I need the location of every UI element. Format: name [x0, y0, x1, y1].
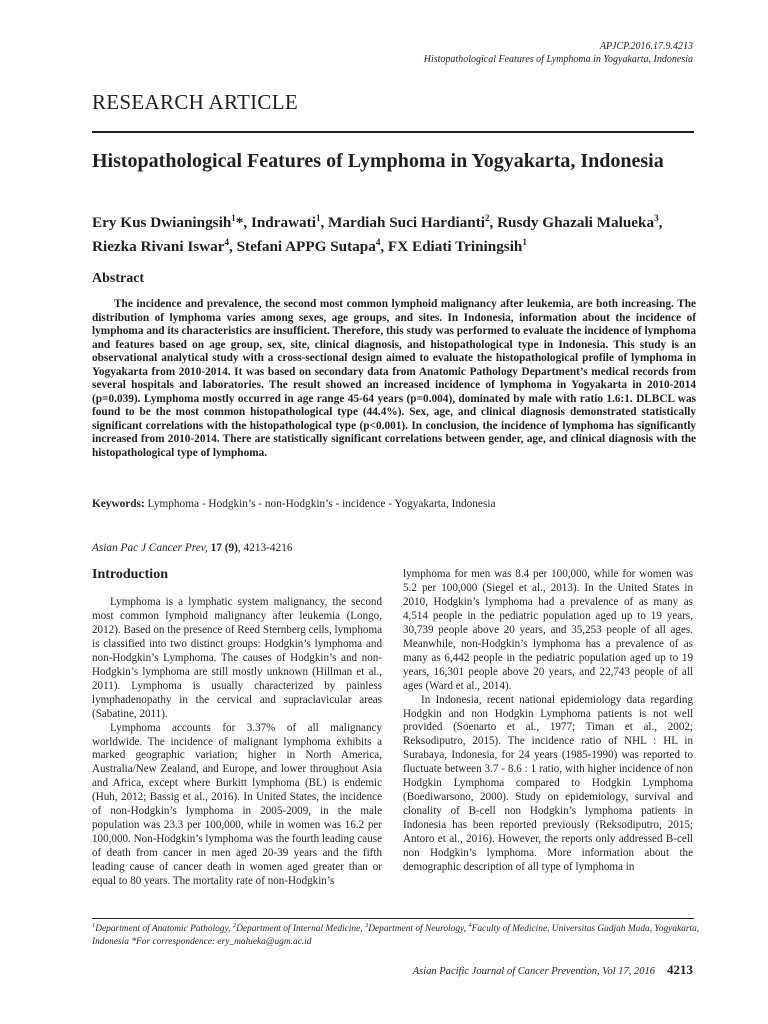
header-divider [92, 131, 694, 133]
author-name: Riezka Rivani Iswar [92, 238, 225, 255]
body-paragraph: Lymphoma accounts for 3.37% of all malignancy worldwide. The incidence of malignant lymphoma exhibits a marked geographic variation; higher in North America, Australia/New Zealand, and Europe, and lower throughout Asia and Africa, except where Burkitt lymphoma (BL) is endemic (Huh, 2012; Bassig et al., 2016). In United States, the incidence of non-Hodgkin’s lymphoma in 2005-2009, in the male population was 23.3 per 100,000, while in women was 16.2 per 100,000. Non-Hodgkin’s lymphoma was the fourth leading cause of death from cancer in men aged 20-39 years and the fifth leading cause of cancer death in women aged greater than or equal to 80 years. The mortality rate of non-Hodgkin’s [92, 721, 382, 888]
body-paragraph: In Indonesia, recent national epidemiology data regarding Hodgkin and non Hodgkin Lymphoma patients is not well provided (Soenarto et al., 1977; Timan et al., 2002; Reksodiputro, 2015). The incidence ratio of NHL : HL in Surabaya, Indonesia, for 24 years (1985-1990) was reported to fluctuate between 3.7 - 8.6 : 1 ratio, with higher incidence of non Hodgkin Lymphoma compared to Hodgkin Lymphoma (Boediwarsono, 2000). Study on epidemiology, survival and clonality of B-cell non Hodgkin’s lymphoma patients in Indonesia has been reported previously (Reksodiputro, 2015; Antoro et al., 2016). However, the reports only addressed B-cell non Hodgkin’s lymphoma. More information about the demographic description of all type of lymphoma in [403, 693, 693, 874]
author-affiliation-mark: 1 [315, 213, 321, 223]
paper-title: Histopathological Features of Lymphoma in Yogyakarta, Indonesia [92, 150, 664, 172]
article-type: RESEARCH ARTICLE [92, 90, 298, 114]
corresponding-mark: * [235, 214, 244, 231]
page-footer [413, 962, 693, 978]
author-name: Rusdy Ghazali Malueka [497, 214, 655, 231]
author-name: Stefani APPG Sutapa [236, 238, 376, 255]
running-header-title: Histopathological Features of Lymphoma in Yogyakarta, Indonesia [423, 54, 693, 65]
author-name: FX Ediati Triningsih [387, 238, 523, 255]
correspondence-email: *For correspondence: ery_malueka@ugm.ac.id [131, 937, 312, 947]
journal-volume: 17 (9) [207, 542, 238, 554]
journal-citation [92, 542, 293, 554]
author-separator: , [489, 214, 498, 231]
author-affiliation-mark: 4 [375, 237, 381, 247]
footnote-divider [92, 918, 694, 919]
author-separator: , [228, 238, 237, 255]
journal-name: Asian Pac J Cancer Prev, [92, 542, 208, 554]
author-affiliation-mark: 1 [522, 237, 527, 247]
author-name: Indrawati [250, 214, 316, 231]
affiliations-footnote [92, 923, 702, 949]
author-separator: , [658, 214, 663, 231]
author-name: Ery Kus Dwianingsih [92, 214, 232, 231]
author-separator: , [380, 238, 388, 255]
left-column [92, 596, 382, 889]
author-affiliation-mark: 1 [231, 213, 236, 223]
right-column [403, 568, 693, 875]
introduction-heading: Introduction [92, 567, 168, 582]
running-header-citation: APJCP.2016.17.9.4213 [599, 41, 693, 52]
affiliation-number: 4 [468, 922, 472, 929]
keywords-text: Lymphoma - Hodgkin’s - non-Hodgkin’s - incidence - Yogyakarta, Indonesia [144, 498, 496, 510]
affiliation-text: Faculty of Medicine, Universitas Gadjah Mada, Yogyakarta, Indonesia [92, 924, 700, 947]
abstract-text: The incidence and prevalence, the second most common lymphoid malignancy after leukemia, are both increasing. The distribution of lymphoma varies among sexes, age groups, and sites. In Indonesia, information about the incidence of lymphoma and its characteristics are insufficient. Therefore, this study was performed to evaluate the incidence of lymphoma and features based on age group, sex, site, clinical diagnosis, and histopathological type in Indonesia. This study is an observational analytical study with a cross-sectional design aimed to evaluate the histopathological profile of lymphoma in Yogyakarta from 2010-2014. It was based on secondary data from Anatomic Pathology Department’s medical records from several hospitals and laboratories. The result showed an increased incidence of lymphoma in Yogyakarta in 2010-2014 (p=0.039). Lymphoma mostly occurred in age range 45-64 years (p=0.004), dominated by male with ratio 1.6:1. DLBCL was found to be the most common histopathological type (44.4%). Sex, age, and clinical diagnosis demonstrated statistically significant correlations with the histopathological type (p<0.001). In conclusion, the incidence of lymphoma has significantly increased from 2010-2014. There are statistically significant correlations between gender, age, and clinical diagnosis with the histopathological type of lymphoma. [92, 298, 696, 459]
body-paragraph: lymphoma for men was 8.4 per 100,000, while for women was 5.2 per 100,000 (Siegel et al., 2013). In the United States in 2010, Hodgkin’s lymphoma had a prevalence of as many as 4,514 people in the pediatric population aged up to 19 years, 30,739 people above 20 years, and 35,253 people of all ages. Meanwhile, non-Hodgkin’s lymphoma has a prevalence of as many as 6,442 people in the pediatric population aged up to 19 years, 16,301 people above 20 years, and 22,743 people of all ages (Ward et al., 2014). [403, 568, 693, 692]
body-paragraph: Lymphoma is a lymphatic system malignancy, the second most common lymphoid malignancy after leukemia (Longo, 2012). Based on the presence of Reed Sternberg cells, lymphoma is classified into two distinct groups: Hodgkin’s lymphoma and non-Hodgkin’s Lymphoma. The causes of Hodgkin’s and non-Hodgkin’s lymphoma are still mostly unknown (Hillman et al., 2011). Lymphoma is usually characterized by painless lymphadenopathy in the cervical and supraclavicular areas (Sabatine, 2011). [92, 596, 382, 720]
affiliation-number: 1 [92, 922, 96, 929]
author-name: Mardiah Suci Hardianti [328, 214, 485, 231]
affiliation-text: Department of Anatomic Pathology, [95, 924, 233, 934]
author-separator: , [243, 214, 251, 231]
affiliation-text: Department of Internal Medicine, [236, 924, 365, 934]
page-number: 4213 [667, 962, 693, 977]
affiliation-text: Department of Neurology, [368, 924, 469, 934]
author-affiliation-mark: 2 [485, 213, 490, 223]
keywords-label: Keywords: [92, 498, 145, 510]
footer-journal: Asian Pacific Journal of Cancer Prevention, Vol 17, 2016 [412, 966, 655, 977]
affiliation-number: 3 [364, 922, 369, 929]
abstract-heading: Abstract [92, 271, 145, 286]
author-list [92, 211, 702, 259]
author-separator: , [320, 214, 329, 231]
affiliation-number: 2 [232, 922, 237, 929]
keywords [92, 497, 696, 511]
author-affiliation-mark: 3 [654, 213, 659, 223]
journal-pages: , 4213-4216 [237, 542, 293, 554]
author-affiliation-mark: 4 [224, 237, 229, 247]
